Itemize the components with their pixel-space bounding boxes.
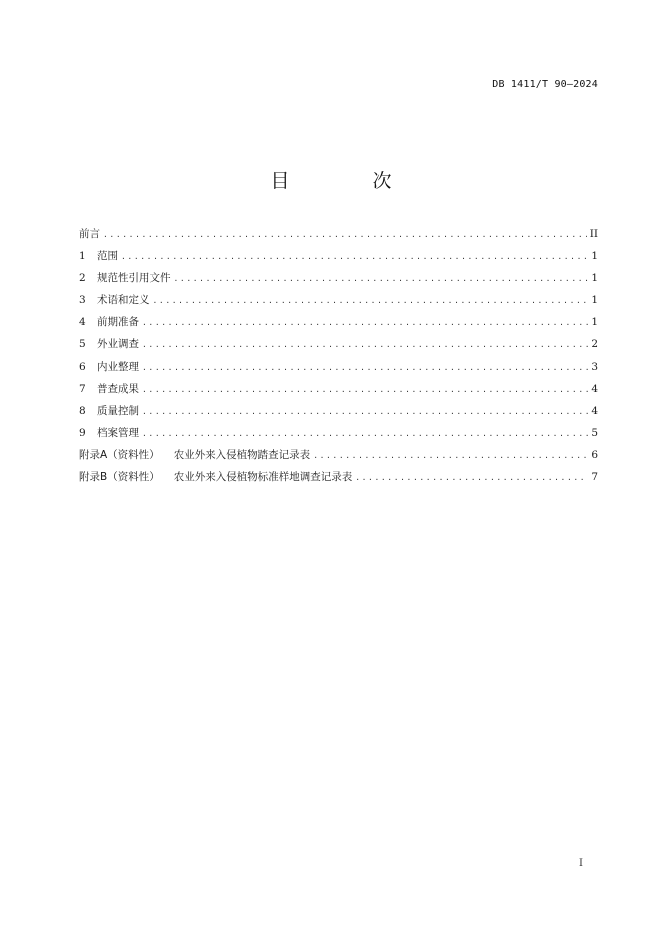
toc-leader-dots	[142, 315, 588, 331]
toc-entry-number: 9	[79, 426, 86, 439]
toc-entry-label	[79, 314, 139, 330]
toc-entry-6[interactable]	[79, 359, 598, 381]
document-code: DB 1411/T 90—2024	[492, 79, 598, 90]
toc-entry-number: 6	[79, 360, 86, 373]
toc-entry-label	[79, 381, 139, 397]
toc-entry-3[interactable]	[79, 292, 598, 314]
toc-entry-text: 前期准备	[97, 316, 139, 329]
toc-entry-number: 4	[79, 316, 86, 329]
toc-entry-number: 1	[79, 250, 86, 263]
toc-entry-label	[79, 248, 118, 264]
toc-entry-label	[79, 447, 310, 463]
toc-entry-5[interactable]	[79, 336, 598, 358]
toc-leader-dots	[142, 426, 588, 442]
toc-entry-page: 4	[591, 382, 598, 395]
toc-entry-page: 6	[591, 448, 598, 461]
toc-entry-1[interactable]	[79, 248, 598, 270]
toc-entry-number: 8	[79, 404, 86, 417]
toc-entry-annex-a[interactable]	[79, 447, 598, 469]
toc-entry-4[interactable]	[79, 314, 598, 336]
toc-entry-text: 普查成果	[97, 382, 139, 395]
toc-entry-text: 规范性引用文件	[97, 272, 171, 285]
toc-entry-foreword[interactable]	[79, 226, 598, 248]
toc-entry-page: 5	[591, 426, 598, 439]
toc-entry-label	[79, 425, 139, 441]
toc-entry-page: 1	[591, 250, 598, 263]
toc-entry-page: 1	[591, 294, 598, 307]
toc-leader-dots	[313, 448, 588, 464]
toc-entry-text: 内业整理	[97, 360, 139, 373]
toc-entry-9[interactable]	[79, 425, 598, 447]
toc-entry-number: 3	[79, 294, 86, 307]
toc-entry-7[interactable]	[79, 381, 598, 403]
toc-entry-page: 1	[591, 272, 598, 285]
toc-entry-2[interactable]	[79, 270, 598, 292]
toc-entry-number: 2	[79, 272, 86, 285]
toc-leader-dots	[355, 470, 588, 486]
page-number: I	[579, 858, 583, 869]
toc-entry-number: 5	[79, 338, 86, 351]
annex-prefix: 附录B（资料性）	[79, 471, 160, 484]
toc-entry-text: 术语和定义	[97, 294, 150, 307]
toc-entry-label	[79, 469, 352, 485]
toc-entry-8[interactable]	[79, 403, 598, 425]
toc-entry-text: 范围	[97, 250, 118, 263]
toc-entry-label	[79, 292, 150, 308]
toc-leader-dots	[153, 293, 589, 309]
toc-entry-page: 3	[591, 360, 598, 373]
table-of-contents	[79, 226, 598, 491]
toc-entry-page: 1	[591, 316, 598, 329]
annex-title: 农业外来入侵植物标准样地调查记录表	[173, 471, 353, 484]
toc-leader-dots	[142, 337, 588, 353]
toc-leader-dots	[142, 360, 588, 376]
toc-entry-page: II	[589, 228, 598, 240]
toc-entry-number: 7	[79, 382, 86, 395]
page-title: 目 次	[270, 170, 424, 192]
toc-entry-page: 7	[591, 471, 598, 484]
toc-entry-annex-b[interactable]	[79, 469, 598, 491]
toc-entry-label	[79, 336, 139, 352]
toc-leader-dots	[174, 271, 589, 287]
toc-leader-dots	[103, 227, 587, 243]
toc-leader-dots	[121, 249, 588, 265]
toc-entry-text: 档案管理	[97, 426, 139, 439]
toc-entry-page: 2	[591, 338, 598, 351]
toc-entry-label	[79, 359, 139, 375]
annex-title: 农业外来入侵植物踏查记录表	[173, 448, 311, 461]
toc-entry-label	[79, 403, 139, 419]
toc-entry-page: 4	[591, 404, 598, 417]
annex-prefix: 附录A（资料性）	[79, 448, 160, 461]
toc-entry-text: 质量控制	[97, 404, 139, 417]
toc-entry-text: 外业调查	[97, 338, 139, 351]
toc-leader-dots	[142, 382, 588, 398]
toc-entry-label: 前言	[79, 228, 100, 240]
toc-entry-label	[79, 270, 171, 286]
toc-leader-dots	[142, 404, 588, 420]
